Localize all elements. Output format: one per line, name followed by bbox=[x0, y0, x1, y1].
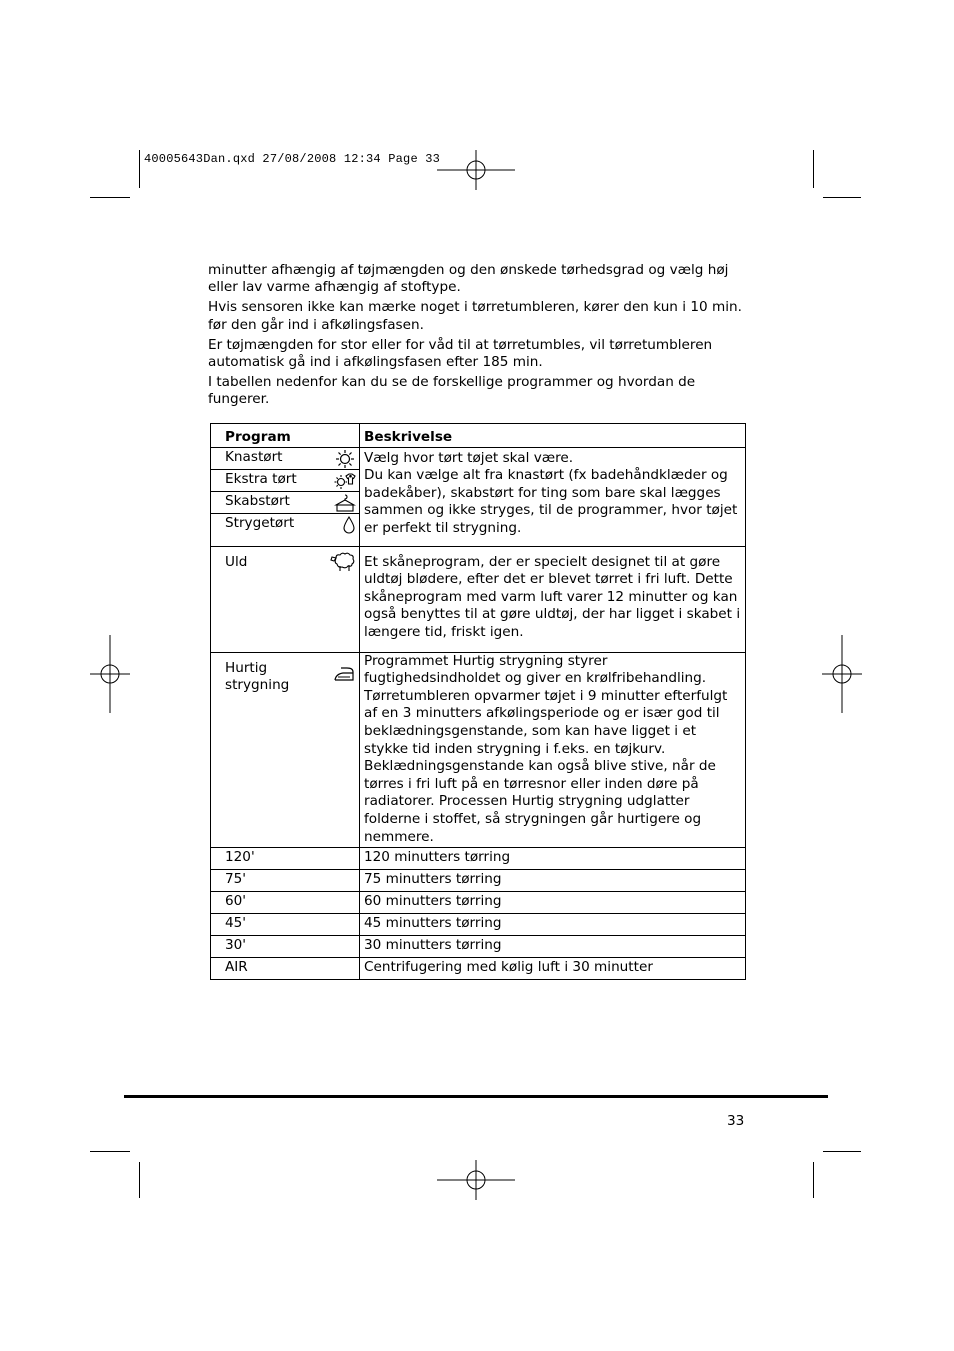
description-dryness: Vælg hvor tørt tøjet skal være. Du kan vælge alt fra knastørt (fx badehåndklæder og badekåber), skabstørt for ting som bare skal lægges sammen og ikke stryges, til de programmer, hvor tøjet er perfekt til strygning. bbox=[364, 449, 738, 536]
program-knastort bbox=[211, 448, 359, 470]
program-skabstort bbox=[211, 492, 359, 514]
program-label: Strygetørt bbox=[225, 514, 295, 531]
intro-paragraph: minutter afhængig af tøjmængden og den ønskede tørhedsgrad og vælg høj eller lav varme afhængig af stoftype. bbox=[208, 262, 729, 296]
sheep-icon bbox=[330, 551, 356, 573]
header-description: Beskrivelse bbox=[364, 429, 453, 445]
table-row bbox=[211, 652, 746, 847]
program-label: 45' bbox=[225, 914, 247, 931]
intro-paragraph: Er tøjmængden for stor eller for våd til at tørretumbles, vil tørretumbleren automatisk gå ind i afkølingsfasen efter 185 min. bbox=[208, 336, 713, 371]
registration-mark-top bbox=[437, 150, 517, 190]
table-header-row bbox=[211, 424, 746, 448]
description-wool: Et skåneprogram, der er specielt designet til at gøre uldtøj blødere, efter det er blevet tørret i fri luft. Dette skåneprogram med varm luft varer 12 minutter og kan også benyttes til at gøre uldtøj, der har ligget i skabet i længere tid, friskt igen. bbox=[364, 553, 741, 640]
registration-mark-bottom bbox=[437, 1160, 517, 1200]
table-row bbox=[211, 957, 746, 979]
registration-mark-right bbox=[822, 635, 862, 713]
table-row bbox=[211, 447, 746, 546]
intro-paragraph: Hvis sensoren ikke kan mærke noget i tørretumbleren, kører den kun i 10 min. før den går ind i afkølingsfasen. bbox=[208, 299, 742, 333]
program-table bbox=[210, 423, 746, 980]
program-description: 60 minutters tørring bbox=[364, 892, 502, 909]
program-label-hurtig-strygning: Hurtig strygning bbox=[225, 659, 290, 694]
program-description: 45 minutters tørring bbox=[364, 914, 502, 931]
description-quick-iron: Programmet Hurtig strygning styrer fugtighedsindholdet og giver en krølfribehandling. Tørretumbleren opvarmer tøjet i 9 minutter efterfulgt af en 3 minutters afkølingsperiode og er især god til beklædningsgenstande, som kan have ligget i et stykke tid inden strygning i f.eks. en tøjkurv. Beklædningsgenstande kan også blive stive, når de tørres i fri luft på en tørresnor eller inden døre på radiatorer. Processen Hurtig strygning udglatter folderne i stoffet, så strygningen går hurtigere og nemmere. bbox=[364, 652, 728, 845]
table-row bbox=[211, 935, 746, 957]
program-label: 75' bbox=[225, 870, 247, 887]
intro-text bbox=[208, 262, 753, 412]
iron-icon bbox=[333, 665, 355, 683]
program-label: Ekstra tørt bbox=[225, 470, 297, 487]
program-description: Centrifugering med kølig luft i 30 minutter bbox=[364, 958, 653, 975]
program-ekstra-tort bbox=[211, 470, 359, 492]
program-label: 60' bbox=[225, 892, 247, 909]
program-description: 75 minutters tørring bbox=[364, 870, 502, 887]
program-label-uld: Uld bbox=[225, 553, 248, 570]
header-program: Program bbox=[225, 429, 291, 445]
table-row bbox=[211, 847, 746, 869]
table-row bbox=[211, 913, 746, 935]
sun-icon bbox=[334, 449, 356, 469]
program-description: 120 minutters tørring bbox=[364, 848, 511, 865]
page-number: 33 bbox=[727, 1113, 745, 1129]
program-label: Skabstørt bbox=[225, 492, 290, 509]
table-row bbox=[211, 546, 746, 652]
intro-paragraph: I tabellen nedenfor kan du se de forskellige programmer og hvordan de fungerer. bbox=[208, 374, 696, 408]
table-row bbox=[211, 869, 746, 891]
program-strygetort bbox=[211, 514, 359, 545]
footer-rule bbox=[124, 1095, 828, 1098]
program-description: 30 minutters tørring bbox=[364, 936, 502, 953]
printer-slug: 40005643Dan.qxd 27/08/2008 12:34 Page 33 bbox=[144, 152, 441, 166]
program-label: AIR bbox=[225, 958, 248, 975]
program-label: Knastørt bbox=[225, 448, 283, 465]
sun-shirt-icon bbox=[334, 471, 356, 491]
hanger-icon bbox=[334, 493, 356, 513]
table-row bbox=[211, 891, 746, 913]
registration-mark-left bbox=[90, 635, 130, 713]
program-label: 120' bbox=[225, 848, 255, 865]
drop-icon bbox=[334, 515, 356, 535]
program-label: 30' bbox=[225, 936, 247, 953]
